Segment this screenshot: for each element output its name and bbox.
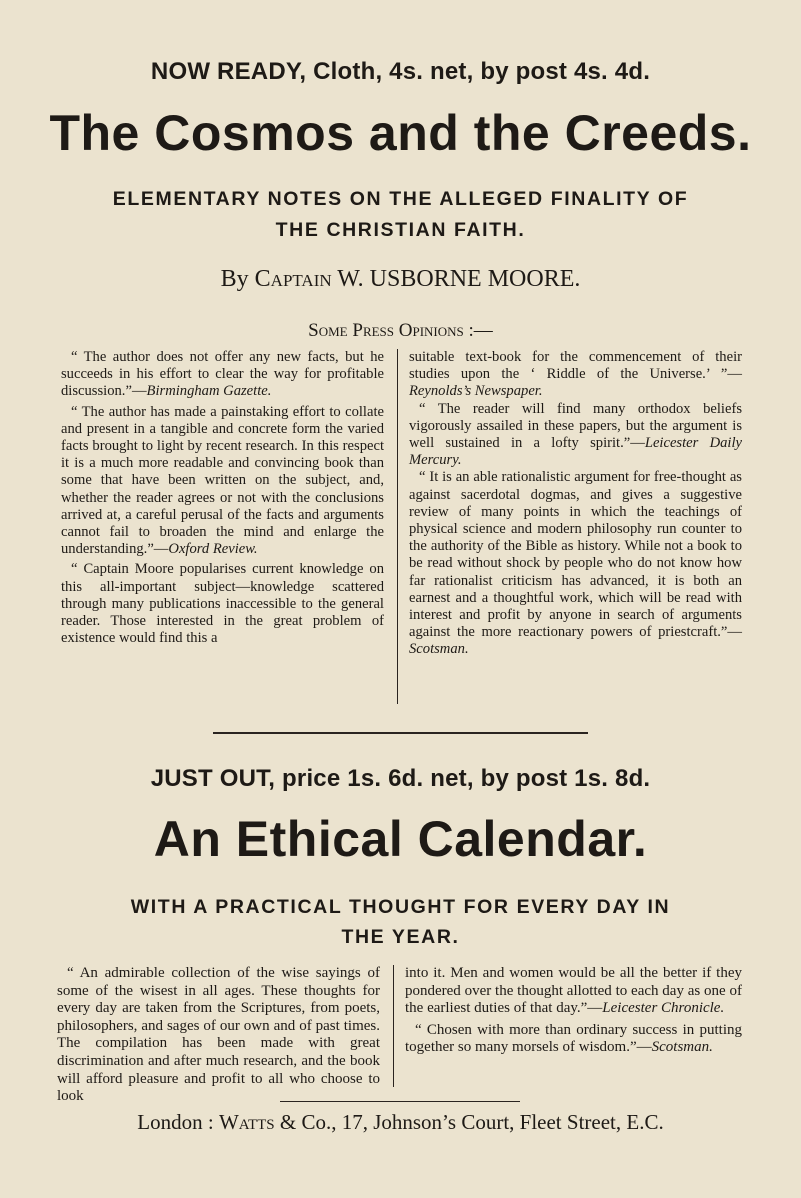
book2-subtitle-line1: WITH A PRACTICAL THOUGHT FOR EVERY DAY IN bbox=[130, 896, 671, 918]
book1-subtitle-line1: ELEMENTARY NOTES ON THE ALLEGED FINALITY OF bbox=[112, 188, 689, 210]
book1-subtitle-line2: THE CHRISTIAN FAITH. bbox=[275, 219, 526, 241]
book2-left-column bbox=[57, 965, 380, 1106]
author-prefix: By bbox=[220, 266, 249, 292]
footer-divider bbox=[280, 1101, 520, 1102]
review-quote: “ The reader will find many orthodox beliefs vigorously assailed in these papers, but the argument is well sustained in a lofty spirit.”—Leicester Daily Mercury. bbox=[409, 400, 742, 469]
review-quote: “ An admirable collection of the wise sayings of some of the wisest in all ages. These thoughts for every day are taken from the Scriptures, from poets, philosophers, and sages of our own and of past times. The compilation has been made with great discrimination and after much research, and the book will afford pleasure and profit to all who choose to look bbox=[57, 965, 380, 1105]
publisher-footer bbox=[0, 1110, 801, 1135]
column-divider bbox=[397, 349, 398, 704]
review-quote: into it. Men and women would be all the better if they pondered over the thought allotted to each day as one of the earliest duties of that day.”—Leicester Chronicle. bbox=[405, 965, 742, 1017]
book2-right-column bbox=[405, 965, 742, 1057]
author-name: W. USBORNE MOORE. bbox=[337, 266, 581, 292]
book2-title: An Ethical Calendar. bbox=[153, 811, 648, 867]
book1-title: The Cosmos and the Creeds. bbox=[49, 105, 752, 161]
book1-author bbox=[0, 266, 801, 293]
review-quote: “ The author has made a painstaking effort to collate and present in a tangible and concrete form the varied facts brought to light by recent research. In this respect it is a much more readable and convincing book than some that have been written on the subject, and, whether the reader agrees or not with the conclusions arrived at, a careful perusal of the facts and arguments cannot fail to broaden the mind and enlarge the understanding.”—Oxford Review. bbox=[61, 403, 384, 558]
review-quote: “ Captain Moore popularises current knowledge on this all-important subject—knowledge scattered through many publications inaccessible to the general reader. Those interested in the great problem of existence would find this a bbox=[61, 561, 384, 647]
book1-banner: NOW READY, Cloth, 4s. net, by post 4s. 4d. bbox=[150, 58, 651, 85]
section-divider bbox=[213, 732, 588, 734]
author-title: Captain bbox=[254, 266, 332, 292]
book1-left-column bbox=[61, 349, 384, 647]
book2-banner: JUST OUT, price 1s. 6d. net, by post 1s. 8d. bbox=[150, 765, 651, 792]
book2-subtitle-line2: THE YEAR. bbox=[341, 926, 460, 948]
footer-prefix: London : bbox=[137, 1110, 214, 1134]
book1-reviews-heading: Some Press Opinions :— bbox=[308, 320, 493, 341]
review-quote: “ It is an able rationalistic argument for free-thought as against sacerdotal dogmas, and gives a suggestive review of many points in which the teachings of physical science and modern philosophy run counter to the authority of the Bible as history. While not a book to be read without shock by people who do not know how far rationalist criticism has advanced, it is both an earnest and a thoughtful work, which will be read with interest and profit by anyone in search of arguments against the more reactionary powers of priestcraft.”—Scotsman. bbox=[409, 469, 742, 658]
footer-publisher: Watts bbox=[218, 1110, 275, 1134]
book1-right-column bbox=[409, 349, 742, 659]
review-quote: “ The author does not offer any new facts, but he succeeds in his effort to clear the way for profitable discussion.”—Birmingham Gazette. bbox=[61, 349, 384, 400]
review-quote: “ Chosen with more than ordinary success in putting together so many morsels of wisdom.”—Scotsman. bbox=[405, 1021, 742, 1056]
review-quote: suitable text-book for the commencement of their studies upon the ‘ Riddle of the Universe.’ ”—Reynolds’s Newspaper. bbox=[409, 349, 742, 400]
column-divider bbox=[393, 965, 394, 1087]
footer-address: & Co., 17, Johnson’s Court, Fleet Street, E.C. bbox=[279, 1110, 664, 1134]
